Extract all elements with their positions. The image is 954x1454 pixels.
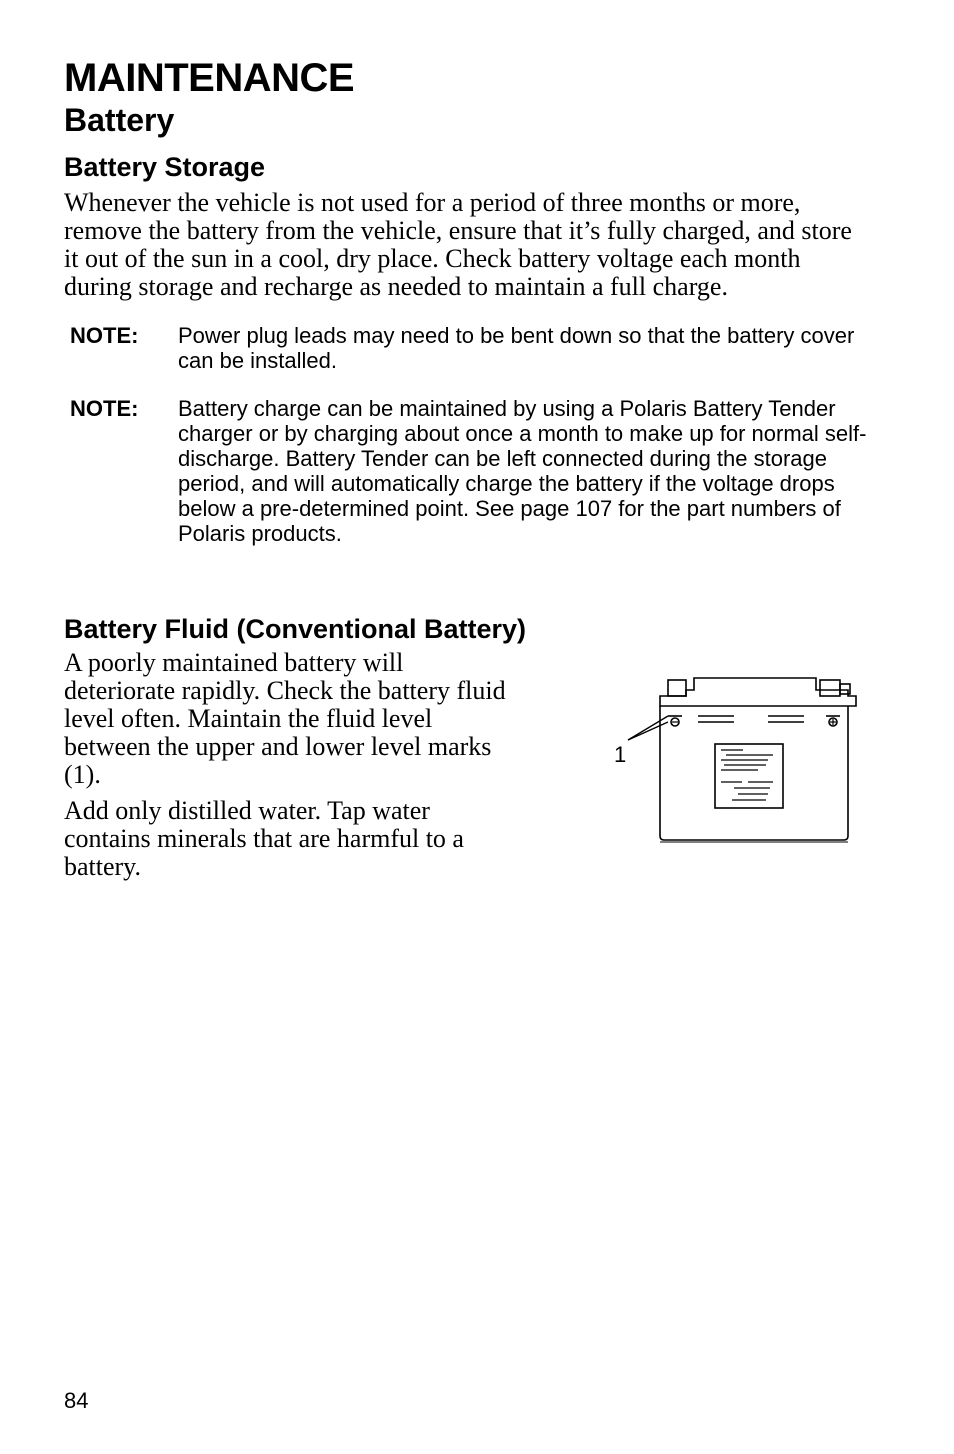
note-text: Battery charge can be maintained by using a Polaris Battery Tender charger or by charging about once a month to make up for normal self-discharge. Battery Tender can be left connected during the storage period, and will automatically charge the battery if the voltage drops below a pre-determined point. See page 107 for the part numbers of Polaris products. (178, 396, 867, 546)
battery-fluid-paragraph: A poorly maintained battery will deteriorate rapidly. Check the battery fluid level often. Maintain the fluid level between the upper and lower level marks (1). (64, 648, 506, 789)
battery-label (715, 744, 783, 808)
leader-upper (628, 716, 668, 740)
positive-terminal-block (820, 680, 840, 696)
battery-storage-paragraph: Whenever the vehicle is not used for a period of three months or more, remove the battery from the vehicle, ensure that it’s fully charged, and store it out of the sun in a cool, dry place. Check battery voltage each month during storage and recharge as needed to maintain a full charge. (64, 188, 852, 301)
note-text: Power plug leads may need to be bent down so that the battery cover can be installed. (178, 323, 855, 373)
note-label: NOTE: (70, 323, 139, 348)
figure-callout: 1 (614, 742, 627, 767)
battery-fluid-heading: Battery Fluid (Conventional Battery) (64, 614, 527, 644)
battery-case (660, 706, 848, 840)
battery-storage-heading: Battery Storage (64, 152, 266, 182)
leader-lower (628, 722, 668, 740)
battery-lid (660, 678, 856, 706)
negative-terminal-block (668, 680, 686, 696)
battery-illustration (608, 670, 868, 850)
topic-title: Battery (64, 102, 175, 138)
section-title: MAINTENANCE (64, 56, 355, 100)
battery-drawing (608, 670, 868, 850)
page-number: 84 (64, 1388, 89, 1413)
note-label: NOTE: (70, 396, 139, 421)
distilled-water-paragraph: Add only distilled water. Tap water contains minerals that are harmful to a battery. (64, 796, 464, 881)
